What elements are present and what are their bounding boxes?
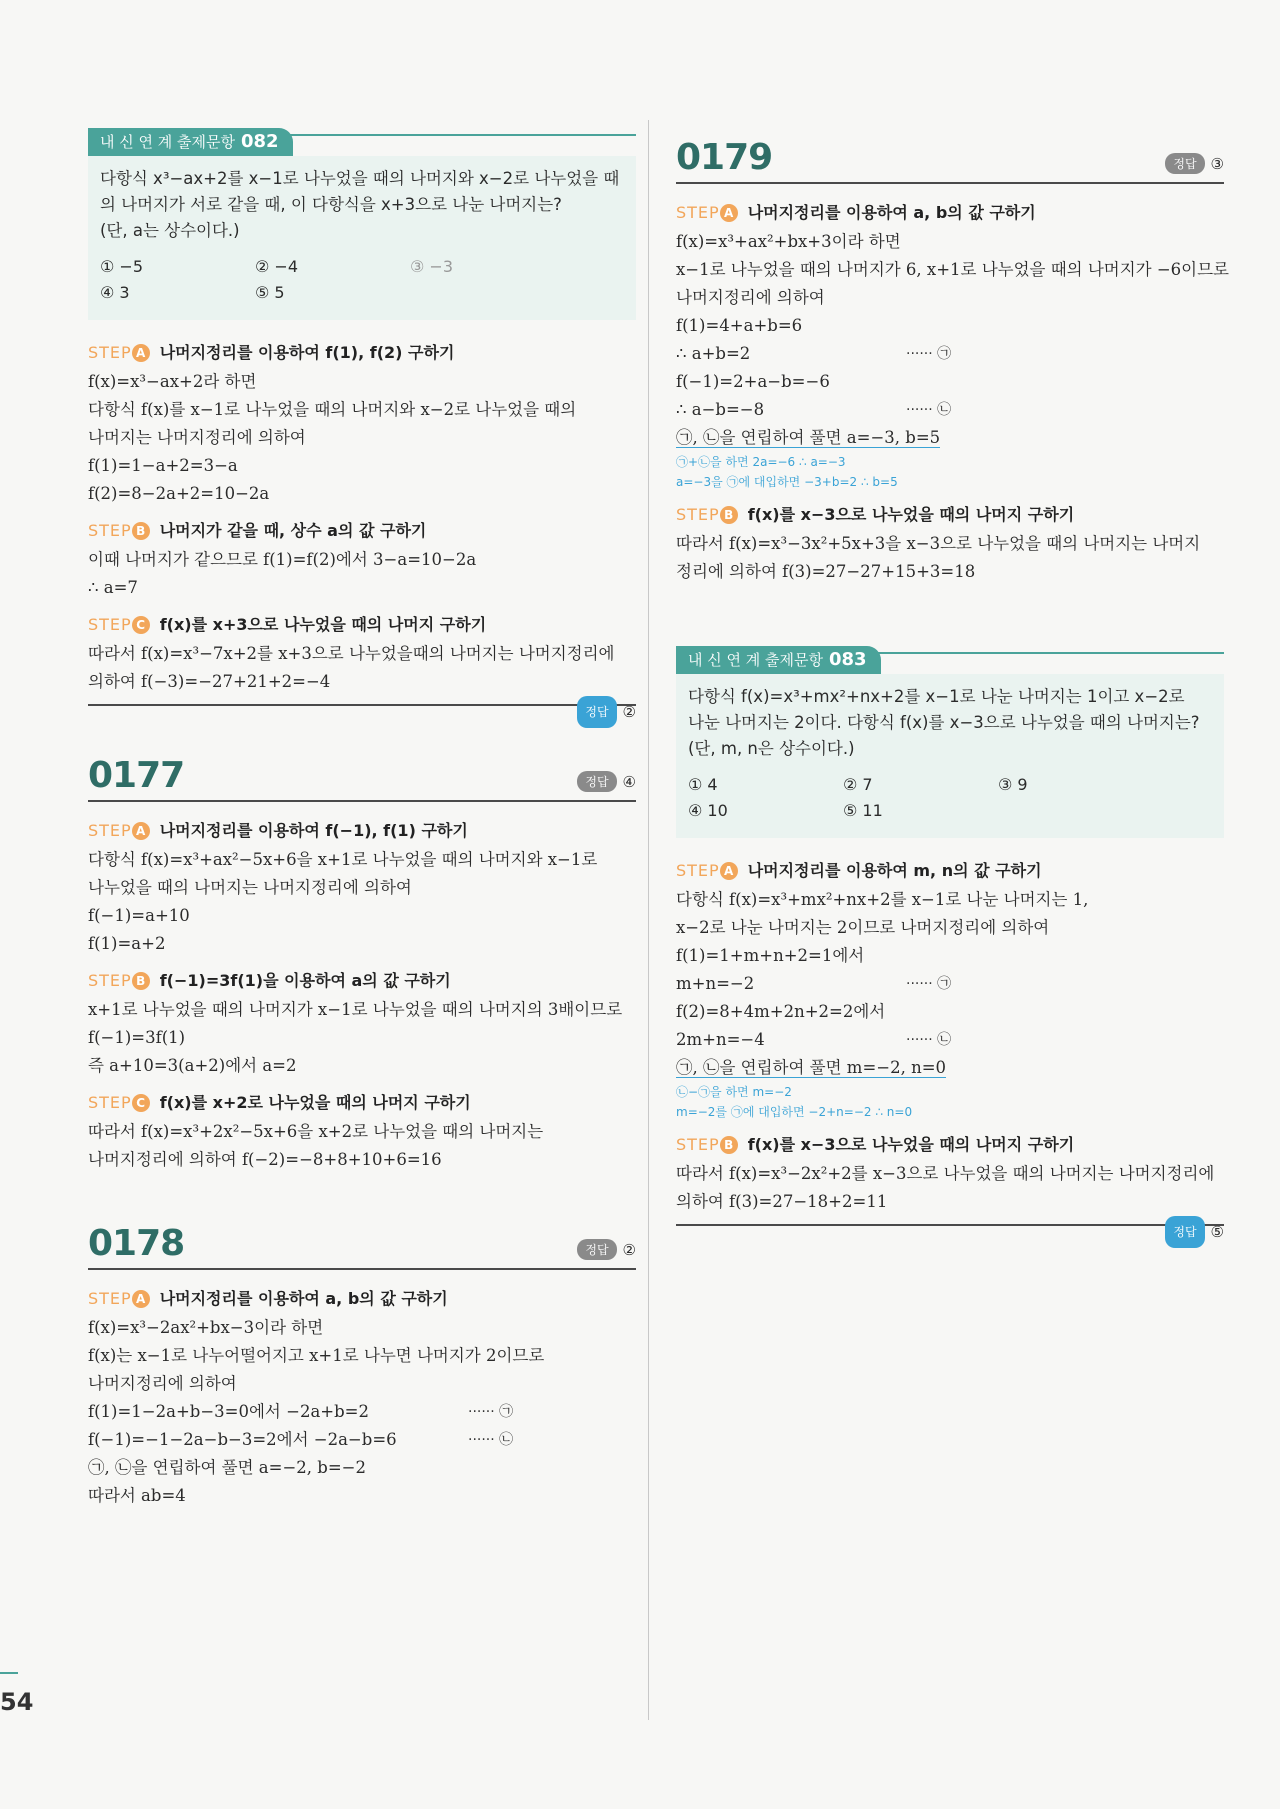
solution-line: 나머지정리에 의하여 [88,1374,237,1393]
side-note: a=−3을 ㉠에 대입하면 −3+b=2 ∴ b=5 [676,475,898,489]
step-a: STEP A 나머지정리를 이용하여 f(−1), f(1) 구하기 [88,821,468,840]
solution-line: 의하여 f(3)=27−18+2=11 정답 ⑤ [676,1188,1224,1216]
solution-line: f(−1)=a+10 [88,906,190,925]
question-line: 다항식 x³−ax+2를 x−1로 나누었을 때의 나머지와 x−2로 나누었을 때 [100,169,620,188]
problem-number: 0177 [88,755,185,796]
solution-line: x−1로 나누었을 때의 나머지가 6, x+1로 나누었을 때의 나머지가 −6이므로 [676,260,1230,279]
step-b: STEP B 나머지가 같을 때, 상수 a의 값 구하기 [88,521,427,540]
link-body [676,674,1224,838]
solution-line: 즉 a+10=3(a+2)에서 a=2 [88,1056,297,1075]
step-c: STEP C f(x)를 x+3으로 나누었을 때의 나머지 구하기 [88,615,487,634]
page-number-tick [0,1672,18,1674]
answer-mark: 정답 ⑤ [1165,1216,1224,1248]
choice: ⑤ 5 [255,283,285,302]
choices [688,772,1212,824]
solution-line: 다항식 f(x)=x³+mx²+nx+2를 x−1로 나눈 나머지는 1, [676,890,1089,909]
problem-number: 0179 [676,137,773,178]
solution-line: f(−1)=3f(1) [88,1028,186,1047]
solution-line: f(−1)=2+a−b=−6 [676,372,830,391]
link-problem-083 [676,646,1224,838]
solution-line: f(1)=a+2 [88,934,166,953]
choice: ③ 9 [998,775,1028,794]
solution-line: f(1)=1+m+n+2=1에서 [676,946,865,965]
choice: ③ −3 [410,257,454,276]
problem-0178 [88,1214,636,1510]
solution-line: 나머지는 나머지정리에 의하여 [88,428,306,447]
step-a: STEP A 나머지정리를 이용하여 a, b의 값 구하기 [88,1289,448,1308]
answer-mark: 정답 ② [577,1239,636,1260]
solution-line: x−2로 나눈 나머지는 2이므로 나머지정리에 의하여 [676,918,1050,937]
question-line: (단, a는 상수이다.) [100,221,240,240]
side-note: ㉡−㉠을 하면 m=−2 [676,1085,792,1099]
choice: ④ 10 [688,801,728,820]
solution-line: 정리에 의하여 f(3)=27−27+15+3=18 [676,562,976,581]
solution-083 [676,856,1224,1241]
solution-line: x+1로 나누었을 때의 나머지가 x−1로 나누었을 때의 나머지의 3배이므로 [88,1000,623,1019]
page-number: 54 [0,1688,34,1716]
link-rule [876,652,1224,654]
solution-082 [88,338,636,721]
link-body [88,156,636,320]
equation-line: m+n=−2 ······ ㉠ [676,974,952,993]
step-b: STEP B f(−1)=3f(1)을 이용하여 a의 값 구하기 [88,971,451,990]
equation-line: f(1)=1−2a+b−3=0에서 −2a+b=2 ······ ㉠ [88,1402,514,1421]
solution-line: 따라서 f(x)=x³−7x+2를 x+3으로 나누었을때의 나머지는 나머지정리에 [88,644,615,663]
equation-line: ∴ a−b=−8 ······ ㉡ [676,400,952,419]
step-a: STEP A 나머지정리를 이용하여 a, b의 값 구하기 [676,203,1036,222]
solution-line: f(x)=x³−ax+2라 하면 [88,372,257,391]
solution-line: f(x)=x³+ax²+bx+3이라 하면 [676,232,901,251]
solution-line: 따라서 f(x)=x³−2x²+2를 x−3으로 나누었을 때의 나머지는 나머지정리에 [676,1164,1215,1183]
equation-line: f(−1)=−1−2a−b−3=2에서 −2a−b=6 ······ ㉡ [88,1430,514,1449]
solution-line: 따라서 ab=4 [88,1486,186,1505]
link-tab: 내 신 연 계 출제문항 082 [88,128,293,156]
solution-line: f(2)=8−2a+2=10−2a [88,484,270,503]
answer-mark: 정답 ② [577,696,636,728]
problem-0179 [676,128,1230,586]
step-b: STEP B f(x)를 x−3으로 나누었을 때의 나머지 구하기 [676,1135,1075,1154]
choice: ② −4 [255,257,299,276]
question-line: (단, m, n은 상수이다.) [688,739,855,758]
problem-header [676,128,1224,184]
step-b: STEP B f(x)를 x−3으로 나누었을 때의 나머지 구하기 [676,505,1075,524]
solution-line: ㉠, ㉡을 연립하여 풀면 m=−2, n=0 [676,1058,947,1077]
solution-line: 따라서 f(x)=x³−3x²+5x+3을 x−3으로 나누었을 때의 나머지는 나머지 [676,534,1201,553]
step-a: STEP A 나머지정리를 이용하여 m, n의 값 구하기 [676,861,1042,880]
equation-line: ∴ a+b=2 ······ ㉠ [676,344,952,363]
section-end-rule [676,1224,1224,1226]
link-rule [288,134,636,136]
step-a: STEP A 나머지정리를 이용하여 f(1), f(2) 구하기 [88,343,455,362]
equation-line: 2m+n=−4 ······ ㉡ [676,1030,952,1049]
problem-header [88,746,636,802]
choice: ② 7 [843,775,873,794]
solution-line: f(x)는 x−1로 나누어떨어지고 x+1로 나누면 나머지가 2이므로 [88,1346,545,1365]
solution-line: f(1)=1−a+2=3−a [88,456,238,475]
answer-mark: 정답 ④ [577,771,636,792]
solution-line: ㉠, ㉡을 연립하여 풀면 a=−2, b=−2 [88,1458,366,1477]
solution-line: f(x)=x³−2ax²+bx−3이라 하면 [88,1318,324,1337]
link-problem-082 [88,128,636,320]
solution-line: 나누었을 때의 나머지는 나머지정리에 의하여 [88,878,412,897]
column-divider [648,120,649,1720]
step-c: STEP C f(x)를 x+2로 나누었을 때의 나머지 구하기 [88,1093,471,1112]
choice: ④ 3 [100,283,130,302]
side-note: ㉠+㉡을 하면 2a=−6 ∴ a=−3 [676,455,846,469]
solution-line: 따라서 f(x)=x³+2x²−5x+6을 x+2로 나누었을 때의 나머지는 [88,1122,544,1141]
choice: ⑤ 11 [843,801,883,820]
solution-line: 나머지정리에 의하여 [676,288,825,307]
question-line: 나눈 나머지는 2이다. 다항식 f(x)를 x−3으로 나누었을 때의 나머지는? [688,713,1200,732]
solution-line: 나머지정리에 의하여 f(−2)=−8+8+10+6=16 [88,1150,442,1169]
solution-line: 의하여 f(−3)=−27+21+2=−4 정답 ② [88,668,636,696]
problem-number: 0178 [88,1223,185,1264]
problem-0177 [88,746,636,1174]
problem-header [88,1214,636,1270]
solution-line: 이때 나머지가 같으므로 f(1)=f(2)에서 3−a=10−2a [88,550,477,569]
solution-line: ㉠, ㉡을 연립하여 풀면 a=−3, b=5 [676,428,941,447]
question-line: 의 나머지가 서로 같을 때, 이 다항식을 x+3으로 나눈 나머지는? [100,195,562,214]
solution-line: f(2)=8+4m+2n+2=2에서 [676,1002,886,1021]
answer-mark: 정답 ③ [1165,153,1224,174]
choices [100,254,624,306]
right-column [676,128,1230,1241]
link-tab: 내 신 연 계 출제문항 083 [676,646,881,674]
choice: ① −5 [100,257,144,276]
solution-line: 다항식 f(x)=x³+ax²−5x+6을 x+1로 나누었을 때의 나머지와 x−1로 [88,850,598,869]
left-column [88,128,636,1510]
question-line: 다항식 f(x)=x³+mx²+nx+2를 x−1로 나눈 나머지는 1이고 x−2로 [688,687,1185,706]
side-note: m=−2를 ㉠에 대입하면 −2+n=−2 ∴ n=0 [676,1105,913,1119]
solution-line: f(1)=4+a+b=6 [676,316,803,335]
solution-line: ∴ a=7 [88,578,138,597]
choice: ① 4 [688,775,718,794]
solution-line: 다항식 f(x)를 x−1로 나누었을 때의 나머지와 x−2로 나누었을 때의 [88,400,577,419]
